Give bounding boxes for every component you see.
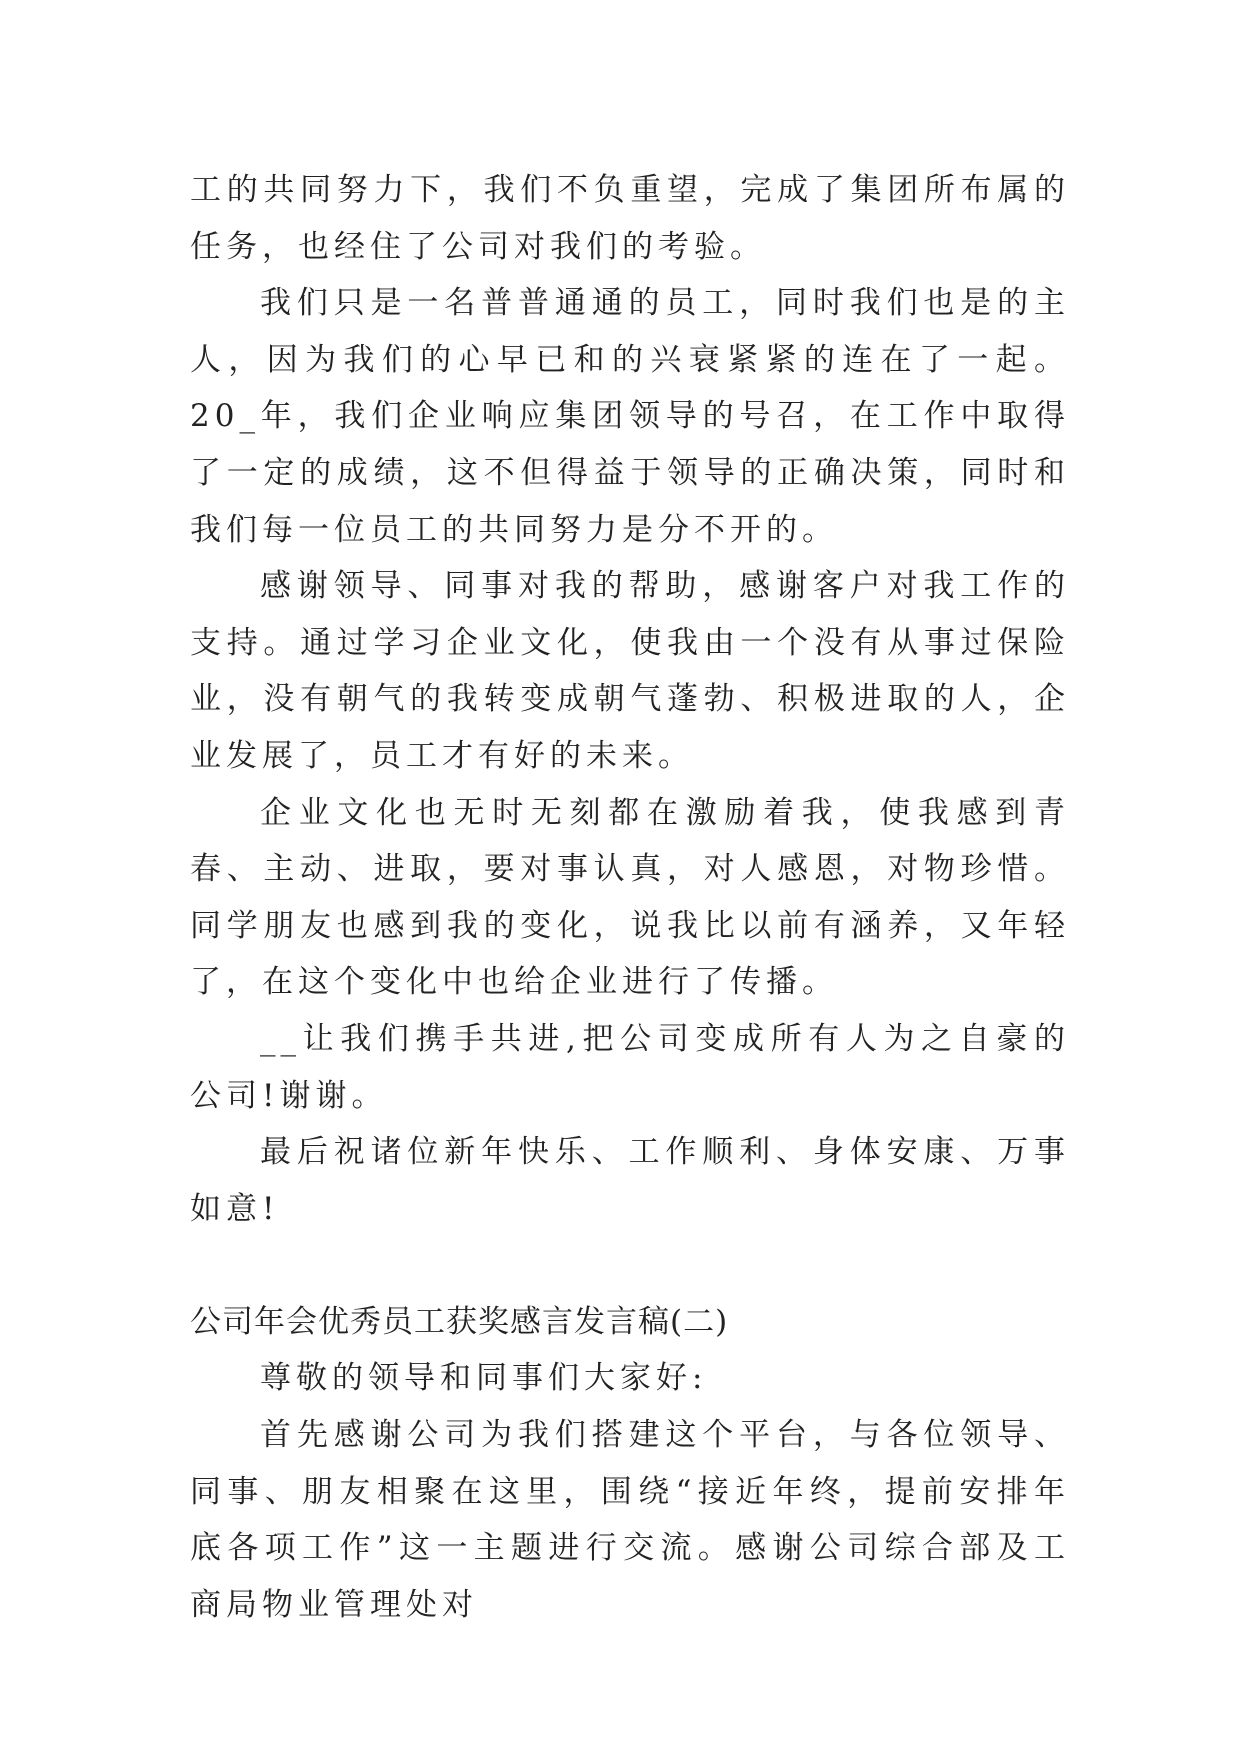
paragraph-together: __让我们携手共进,把公司变成所有人为之自豪的公司!谢谢。: [190, 1020, 1070, 1114]
paragraph-new-year-wishes: 最后祝诸位新年快乐、工作顺利、身体安康、万事如意!: [190, 1134, 1070, 1227]
paragraph-ordinary-employee: 我们只是一名普普通通的员工，同时我们也是的主人，因为我们的心早已和的兴衰紧紧的连在了一起。20_年，我们企业响应集团领导的号召，在工作中取得了一定的成绩，这不但得益于领导的正确决策，同时和我们每一位员工的共同努力是分不开的。: [190, 285, 1070, 548]
paragraph-thanks-leaders: 感谢领导、同事对我的帮助，感谢客户对我工作的支持。通过学习企业文化，使我由一个没有从事过保险业，没有朝气的我转变成朝气蓬勃、积极进取的人，企业发展了，员工才有好的未来。: [190, 568, 1070, 774]
section-title: 公司年会优秀员工获奖感言发言稿(二): [190, 1303, 729, 1340]
paragraph-continuation: 工的共同努力下，我们不负重望，完成了集团所布属的任务，也经住了公司对我们的考验。: [190, 172, 1070, 265]
document-body: [190, 162, 1070, 1633]
paragraph-corporate-culture: 企业文化也无时无刻都在激励着我，使我感到青春、主动、进取，要对事认真，对人感恩，对物珍惜。同学朋友也感到我的变化，说我比以前有涵养，又年轻了，在这个变化中也给企业进行了传播。: [190, 794, 1070, 1001]
paragraph-greeting: 尊敬的领导和同事们大家好:: [260, 1360, 708, 1397]
paragraph-platform-thanks: 首先感谢公司为我们搭建这个平台，与各位领导、同事、朋友相聚在这里，围绕“接近年终，提前安排年底各项工作”这一主题进行交流。感谢公司综合部及工商局物业管理处对: [190, 1417, 1070, 1623]
